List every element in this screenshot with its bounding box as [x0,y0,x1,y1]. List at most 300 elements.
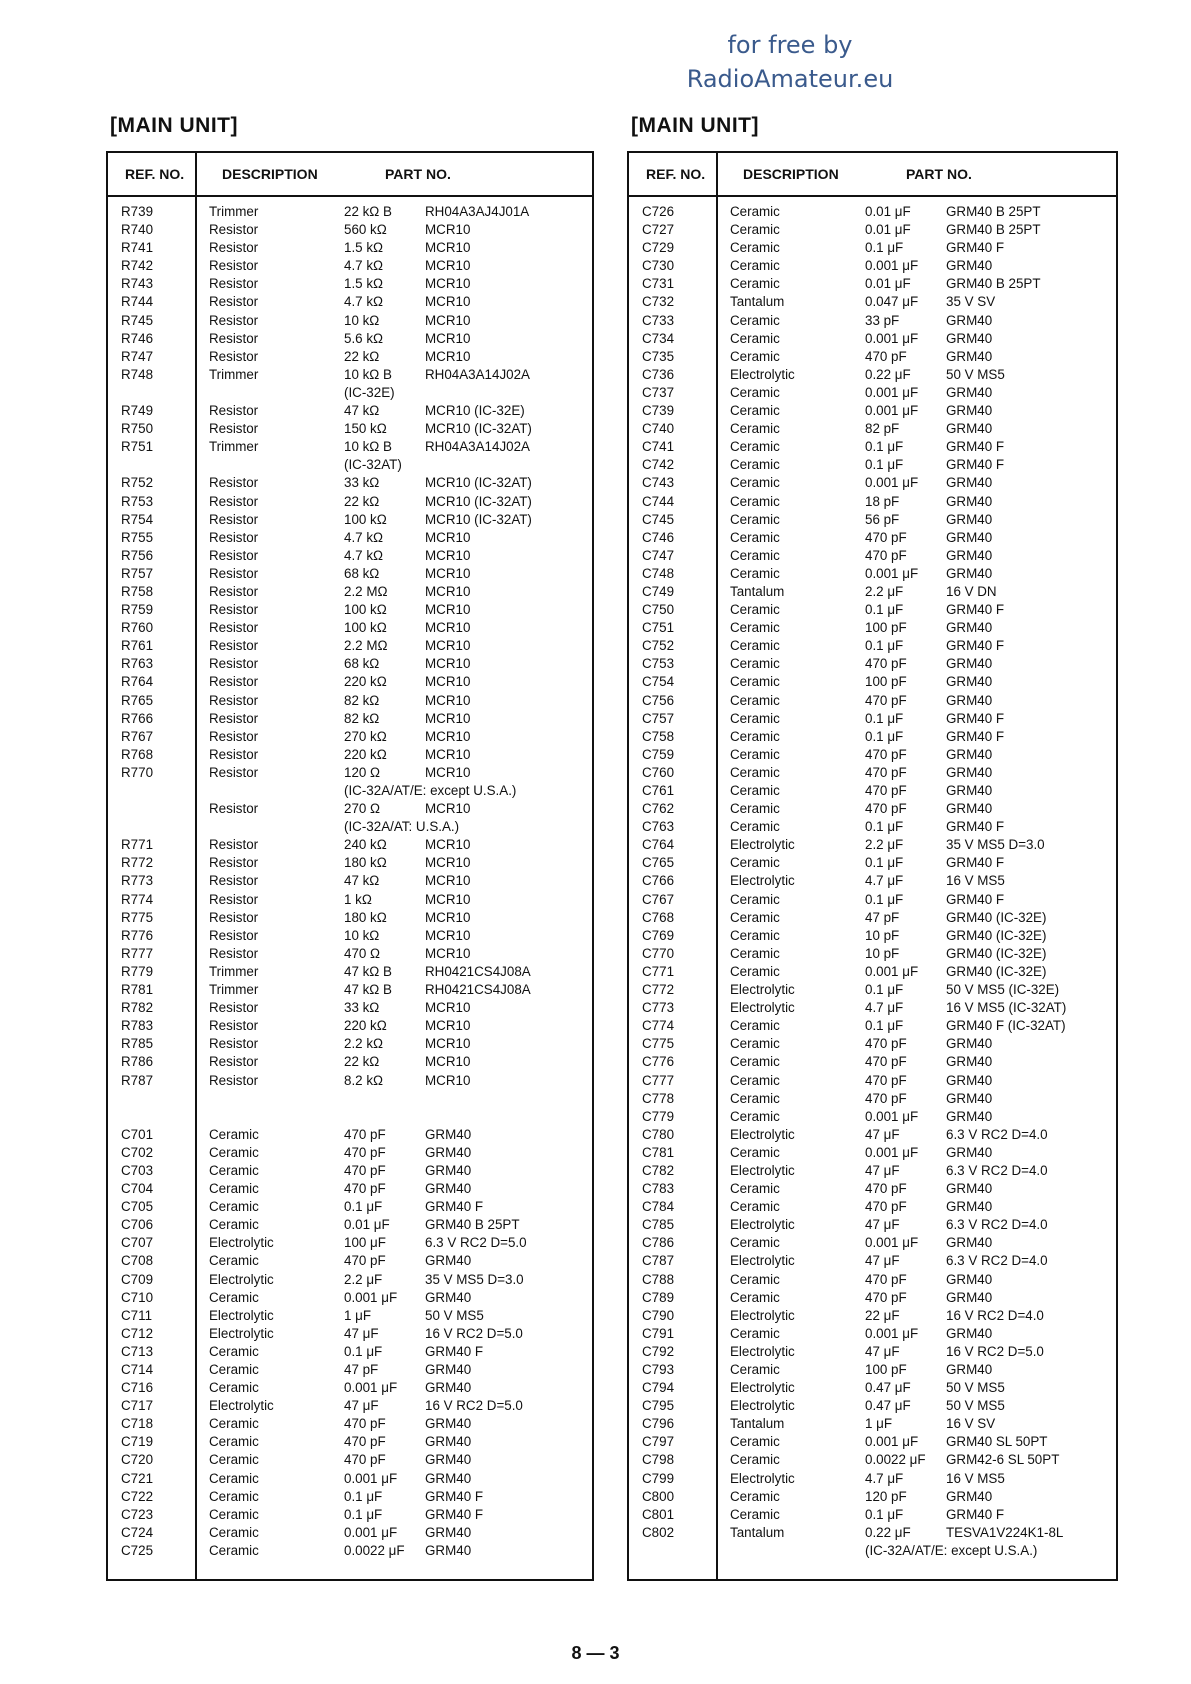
cell-description: Resistor [209,674,259,690]
cell-ref-no: R771 [121,837,154,853]
cell-description: Ceramic [730,855,780,871]
table-row [629,565,1116,583]
cell-ref-no: R781 [121,982,154,998]
cell-value: 4.7 kΩ [344,529,384,545]
cell-part-no: GRM40 [946,783,993,798]
cell-part-no: RH04A3A14J02A [425,439,530,455]
cell-ref-no: C718 [121,1416,154,1432]
cell-value: 0.001 μF [865,1108,919,1124]
table-row [629,366,1116,384]
cell-description: Ceramic [730,1090,780,1106]
cell-part-no: TESVA1V224K1-8L [946,1524,1064,1540]
cell-part-no: 6.3 V RC2 D=4.0 [946,1217,1048,1233]
cell-ref-no: R740 [121,222,154,238]
cell-ref-no: R773 [121,873,154,889]
watermark-line-2: RadioAmateur.eu [686,65,894,93]
cell-part-no: GRM40 F [425,1343,484,1359]
table-row [629,619,1116,637]
cell-description: Resistor [209,547,259,563]
cell-part-no: 16 V DN [946,583,997,599]
cell-value: 470 pF [865,764,907,780]
cell-part-no: GRM40 [946,1108,993,1124]
cell-part-no: GRM40 F [425,1199,484,1215]
cell-value: 560 kΩ [344,222,387,238]
cell-part-no: 16 V MS5 [946,873,1005,889]
cell-ref-no: C748 [642,565,675,581]
cell-ref-no: C706 [121,1217,154,1233]
table-row [629,1343,1116,1361]
cell-part-no: GRM40 [946,1199,993,1215]
cell-value: 8.2 kΩ [344,1072,384,1088]
table-row [629,655,1116,673]
cell-description: Ceramic [209,1199,259,1215]
cell-ref-no: C754 [642,674,675,690]
table-row [108,1053,592,1071]
table-row [629,1397,1116,1415]
cell-ref-no: C762 [642,801,675,817]
cell-description: Resistor [209,403,259,419]
cell-description: Ceramic [730,1289,780,1305]
table-row [108,275,592,293]
cell-value: 220 kΩ [344,746,387,762]
cell-part-no: MCR10 [425,222,471,238]
table-row [629,981,1116,999]
cell-part-no: MCR10 [425,656,471,672]
cell-ref-no: C710 [121,1289,154,1305]
cell-ref-no: R783 [121,1018,154,1034]
cell-value: 470 pF [865,1289,907,1305]
cell-value: 47 pF [865,909,900,925]
parts-table-left [106,151,594,1581]
cell-ref-no: C726 [642,204,675,219]
cell-value: 2.2 μF [344,1271,383,1287]
cell-value: 47 μF [344,1398,379,1414]
cell-ref-no: C703 [121,1162,154,1178]
cell-description: Ceramic [730,783,780,798]
cell-description: Ceramic [730,692,780,708]
cell-value: 470 pF [865,746,907,762]
table-row [108,511,592,529]
table-row [108,1542,592,1560]
cell-description: Ceramic [730,891,780,907]
cell-value: 2.2 kΩ [344,1036,384,1052]
table-row [108,293,592,311]
cell-part-no: MCR10 [425,891,471,907]
cell-description: Resistor [209,945,259,961]
header-part-no: PART NO. [385,166,451,182]
table-row [108,1307,592,1325]
cell-value: 22 kΩ [344,348,380,364]
cell-value: 0.0022 μF [344,1542,405,1558]
cell-part-no: MCR10 [425,945,471,961]
table-row [629,854,1116,872]
cell-value: 47 μF [344,1325,379,1341]
cell-ref-no: C792 [642,1343,675,1359]
table-row [108,583,592,601]
cell-value: 470 pF [865,1181,907,1197]
cell-value: 100 pF [865,1362,907,1377]
cell-value: 470 pF [344,1162,386,1178]
watermark-line-1: for free by [727,31,853,59]
cell-ref-no: C778 [642,1090,675,1106]
table-row [629,1379,1116,1397]
cell-value: 1 kΩ [344,891,372,907]
cell-part-no: MCR10 [425,746,471,762]
cell-value: 22 kΩ [344,1054,380,1070]
cell-description: Resistor [209,330,259,346]
cell-description: Resistor [209,1054,259,1070]
table-row [108,1198,592,1216]
table-row [629,818,1116,836]
cell-part-no: GRM40 [425,1434,472,1450]
cell-ref-no: C763 [642,819,675,835]
cell-value: 47 kΩ [344,873,380,889]
cell-value: 270 kΩ [344,728,387,744]
cell-part-no: GRM40 [946,620,993,636]
cell-value: 47 pF [344,1362,379,1377]
cell-value: 47 kΩ [344,403,380,419]
table-row [108,927,592,945]
header-description: DESCRIPTION [743,166,839,182]
section-title-left: [MAIN UNIT] [110,114,238,137]
cell-part-no: GRM40 F [946,891,1005,907]
cell-part-no: GRM40 (IC-32E) [946,945,1047,961]
cell-description: Resistor [209,602,259,618]
cell-description: Ceramic [730,276,780,292]
table-row [629,909,1116,927]
table-row [629,710,1116,728]
table-row [108,1271,592,1289]
table-row [108,1361,592,1379]
cell-part-no: MCR10 [425,565,471,581]
cell-value: 0.001 μF [865,565,919,581]
cell-value: 4.7 μF [865,873,904,889]
cell-ref-no: C712 [121,1325,154,1341]
table-row [108,1488,592,1506]
cell-value: 0.001 μF [865,1434,919,1450]
cell-ref-no: R743 [121,276,154,292]
cell-value: 4.7 kΩ [344,294,384,310]
cell-value: 0.1 μF [865,982,904,998]
cell-value: 82 pF [865,421,900,437]
header-description: DESCRIPTION [222,166,318,182]
cell-ref-no: C737 [642,384,675,400]
cell-value: 22 kΩ [344,493,380,509]
cell-value: 33 kΩ [344,1000,380,1016]
cell-description: Ceramic [730,1072,780,1088]
cell-part-no: GRM40 [946,330,993,346]
cell-part-no: GRM42-6 SL 50PT [946,1452,1060,1468]
cell-ref-no: C770 [642,945,675,961]
cell-ref-no: C707 [121,1235,154,1251]
cell-value: 0.1 μF [344,1488,383,1504]
table-row [108,1072,592,1090]
cell-ref-no: R757 [121,565,154,581]
cell-ref-no: C723 [121,1506,154,1522]
cell-description: Ceramic [209,1542,259,1558]
cell-part-no: GRM40 [425,1380,472,1396]
cell-value: 0.01 μF [344,1217,390,1233]
cell-value: 470 pF [865,783,907,798]
cell-part-no: MCR10 (IC-32E) [425,403,525,419]
cell-ref-no: R748 [121,366,154,382]
cell-value: 180 kΩ [344,855,387,871]
cell-description: Ceramic [730,1181,780,1197]
cell-value: (IC-32A/AT: U.S.A.) [344,819,460,835]
cell-value: 470 pF [865,801,907,817]
table-row [108,1397,592,1415]
cell-ref-no: C777 [642,1072,675,1088]
cell-description: Resistor [209,710,259,726]
cell-value: 0.1 μF [865,638,904,654]
cell-ref-no: C784 [642,1199,675,1215]
cell-ref-no: C744 [642,493,675,509]
table-row [629,1180,1116,1198]
cell-part-no: 16 V MS5 [946,1470,1005,1486]
cell-value: 0.001 μF [865,475,919,491]
cell-part-no: GRM40 F [425,1506,484,1522]
cell-ref-no: R763 [121,656,154,672]
cell-ref-no: R775 [121,909,154,925]
cell-value: 0.047 μF [865,294,919,310]
table-row [629,836,1116,854]
cell-value: 0.001 μF [865,1325,919,1341]
cell-description: Resistor [209,837,259,853]
cell-description: Ceramic [209,1434,259,1450]
cell-ref-no: C796 [642,1416,675,1432]
table-row [629,438,1116,456]
cell-value: 470 pF [865,1054,907,1070]
cell-description: Resistor [209,873,259,889]
table-row [629,963,1116,981]
cell-ref-no: C731 [642,276,675,292]
cell-value: 0.47 μF [865,1398,911,1414]
cell-ref-no: C756 [642,692,675,708]
cell-part-no: GRM40 [946,565,993,581]
cell-description: Resistor [209,312,259,328]
table-row [108,981,592,999]
table-row [108,854,592,872]
cell-part-no: MCR10 [425,547,471,563]
table-row [629,1035,1116,1053]
table-row [108,1090,592,1108]
cell-value: 4.7 μF [865,1000,904,1016]
cell-ref-no: C751 [642,620,675,636]
cell-ref-no: R749 [121,403,154,419]
cell-part-no: GRM40 B 25PT [946,204,1041,219]
cell-description: Ceramic [730,384,780,400]
table-row [108,565,592,583]
cell-value: 0.1 μF [344,1199,383,1215]
cell-part-no: 35 V MS5 D=3.0 [946,837,1045,853]
cell-value: 0.47 μF [865,1380,911,1396]
cell-ref-no: C730 [642,258,675,274]
cell-value: 470 pF [344,1253,386,1269]
cell-value: 0.1 μF [865,855,904,871]
cell-ref-no: R776 [121,927,154,943]
table-row [629,601,1116,619]
cell-description: Ceramic [730,945,780,961]
cell-description: Resistor [209,222,259,238]
table-row [108,601,592,619]
cell-part-no: MCR10 [425,529,471,545]
cell-ref-no: R759 [121,602,154,618]
cell-part-no: MCR10 (IC-32AT) [425,421,532,437]
cell-description: Resistor [209,855,259,871]
cell-value: 470 pF [865,1072,907,1088]
cell-value: (IC-32AT) [344,457,402,473]
table-row [629,203,1116,221]
cell-description: Ceramic [730,330,780,346]
cell-description: Ceramic [209,1524,259,1540]
cell-part-no: GRM40 [946,764,993,780]
cell-ref-no: C716 [121,1380,154,1396]
cell-description: Ceramic [209,1506,259,1522]
cell-part-no: MCR10 [425,602,471,618]
cell-ref-no: C772 [642,982,675,998]
cell-ref-no: C793 [642,1362,675,1377]
cell-ref-no: C733 [642,312,675,328]
table-row [108,493,592,511]
cell-ref-no: C736 [642,366,675,382]
cell-description: Ceramic [730,475,780,491]
cell-value: 0.1 μF [344,1506,383,1522]
cell-part-no: GRM40 F [946,855,1005,871]
cell-part-no: MCR10 [425,1036,471,1052]
cell-part-no: GRM40 [946,1181,993,1197]
cell-value: 180 kΩ [344,909,387,925]
cell-part-no: GRM40 [425,1126,472,1142]
cell-part-no: 50 V MS5 [425,1307,484,1323]
cell-value: 1.5 kΩ [344,276,384,292]
cell-part-no: GRM40 [946,1289,993,1305]
table-row [108,1144,592,1162]
cell-ref-no: C708 [121,1253,154,1269]
table-row [108,456,592,474]
cell-description: Ceramic [730,511,780,527]
cell-ref-no: C722 [121,1488,154,1504]
cell-description: Resistor [209,1018,259,1034]
cell-description: Electrolytic [730,1217,795,1233]
cell-value: 0.001 μF [865,258,919,274]
table-row [629,547,1116,565]
cell-part-no: GRM40 [946,1054,993,1070]
table-row [108,945,592,963]
cell-part-no: GRM40 [946,384,993,400]
table-row [629,1271,1116,1289]
table-row [629,1470,1116,1488]
cell-description: Ceramic [209,1470,259,1486]
cell-part-no: GRM40 [425,1253,472,1269]
table-row [108,1252,592,1270]
cell-ref-no: R774 [121,891,154,907]
cell-part-no: MCR10 [425,710,471,726]
cell-description: Electrolytic [730,1162,795,1178]
cell-part-no: GRM40 [425,1470,472,1486]
cell-part-no: 6.3 V RC2 D=5.0 [425,1235,527,1251]
cell-ref-no: R785 [121,1036,154,1052]
table-row [108,312,592,330]
cell-ref-no: C791 [642,1325,675,1341]
cell-part-no: GRM40 [946,1325,993,1341]
cell-value: 240 kΩ [344,837,387,853]
cell-value: 150 kΩ [344,421,387,437]
cell-value: 2.2 μF [865,837,904,853]
cell-value: 0.1 μF [344,1343,383,1359]
table-row [629,402,1116,420]
table-row [108,963,592,981]
cell-ref-no: R787 [121,1072,154,1088]
cell-part-no: GRM40 F [946,457,1005,473]
table-row [629,1433,1116,1451]
table-row [108,764,592,782]
cell-part-no: GRM40 F [946,240,1005,256]
table-row [629,293,1116,311]
table-row [629,945,1116,963]
cell-ref-no: R739 [121,204,154,219]
cell-value: 470 pF [865,547,907,563]
cell-value: 10 kΩ B [344,439,392,455]
cell-ref-no: C800 [642,1488,675,1504]
cell-value: 22 μF [865,1307,900,1323]
cell-ref-no: C794 [642,1380,675,1396]
cell-description: Ceramic [730,1108,780,1124]
cell-value: 0.0022 μF [865,1452,926,1468]
cell-description: Electrolytic [730,1398,795,1414]
cell-part-no: GRM40 [946,475,993,491]
cell-ref-no: R765 [121,692,154,708]
cell-value: 1 μF [865,1416,893,1432]
cell-part-no: MCR10 [425,873,471,889]
cell-part-no: GRM40 [946,1090,993,1106]
cell-value: 470 pF [865,1199,907,1215]
cell-ref-no: R752 [121,475,154,491]
cell-ref-no: C773 [642,1000,675,1016]
cell-part-no: GRM40 [946,801,993,817]
cell-ref-no: C767 [642,891,675,907]
table-row [629,1144,1116,1162]
cell-ref-no: C760 [642,764,675,780]
cell-value: 82 kΩ [344,710,380,726]
table-row [108,1126,592,1144]
cell-part-no: GRM40 [946,403,993,419]
cell-part-no: MCR10 [425,294,471,310]
cell-value: 5.6 kΩ [344,330,384,346]
cell-part-no: MCR10 [425,909,471,925]
cell-description: Ceramic [730,728,780,744]
cell-part-no: GRM40 [946,511,993,527]
cell-ref-no: R754 [121,511,154,527]
cell-description: Trimmer [209,982,259,998]
table-row [108,203,592,221]
table-row [108,384,592,402]
cell-part-no: GRM40 [425,1452,472,1468]
cell-description: Electrolytic [209,1235,274,1251]
cell-ref-no: C745 [642,511,675,527]
cell-value: 47 kΩ B [344,982,392,998]
cell-part-no: MCR10 [425,638,471,654]
cell-part-no: 50 V MS5 [946,366,1005,382]
table-row [108,547,592,565]
cell-description: Resistor [209,1036,259,1052]
table-row [108,474,592,492]
cell-description: Ceramic [209,1416,259,1432]
cell-part-no: GRM40 F [946,710,1005,726]
cell-ref-no: C721 [121,1470,154,1486]
cell-value: 100 pF [865,674,907,690]
cell-description: Ceramic [730,348,780,364]
cell-description: Electrolytic [209,1398,274,1414]
